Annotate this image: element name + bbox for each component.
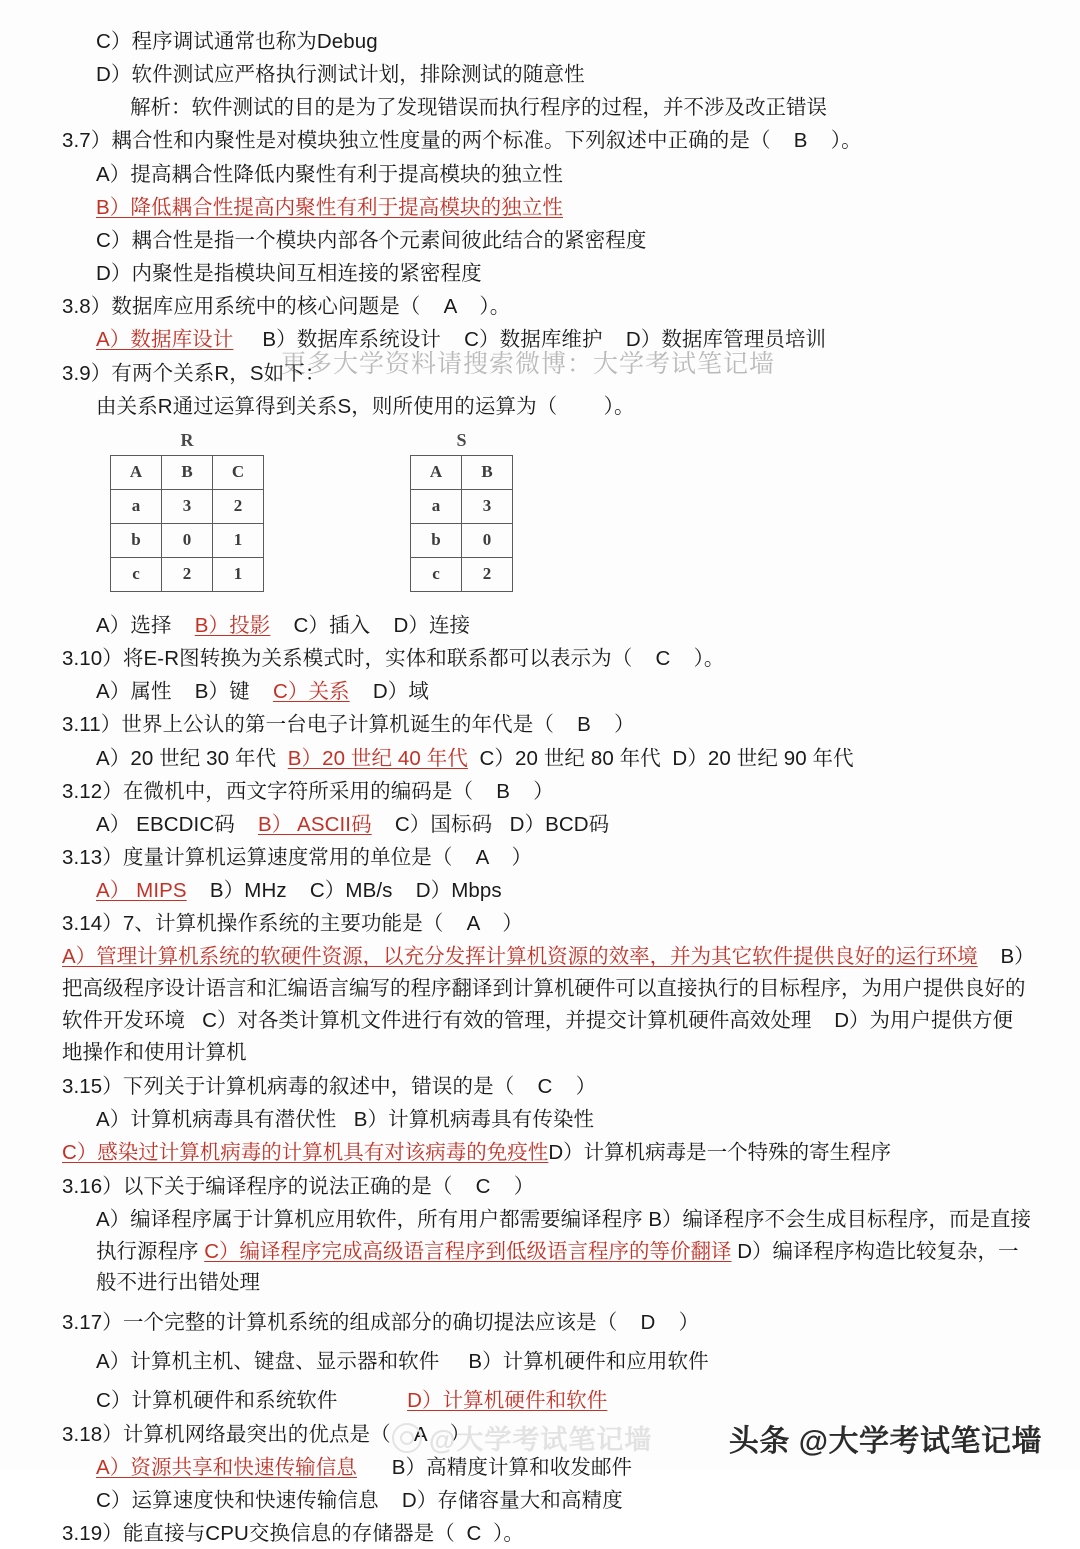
table-cell: c [111,557,162,591]
weibo-icon [392,1423,422,1453]
spacer [393,879,416,902]
spacer [492,813,509,836]
question-3-8-option-b: B）数据库系统设计 [262,328,441,352]
table-row [411,523,513,557]
question-3-13-option-d: D）Mbps [415,879,502,903]
table-cell: 2 [462,557,513,591]
table-cell: 3 [462,489,513,523]
spacer [233,328,262,351]
table-cell: a [411,489,462,523]
spacer [603,328,626,351]
watermark-weibo-label: @大学考试笔记墙 [429,1425,653,1455]
question-3-8-option-c: C）数据库维护 [464,328,603,352]
question-3-10-option-d: D）域 [372,680,429,704]
table-cell: B [162,455,213,489]
spacer [468,747,480,770]
question-3-14-stem: 3.14）7、计算机操作系统的主要功能是（ A ） [62,912,524,936]
question-3-10-stem: 3.10）将E‐R图转换为关系模式时，实体和联系都可以表示为（ C ）。 [62,647,725,671]
spacer [978,945,1001,968]
question-3-18-option-c: C）运算速度快和快速传输信息 [96,1488,379,1512]
question-3-15-option-a: A）计算机病毒具有潜伏性 [96,1107,337,1131]
question-3-16-option-b: B）编译程序不会生成目标程序，而是直接执行源程序 [96,1207,1032,1263]
table-cell: B [462,455,513,489]
question-3-11-stem: 3.11）世界上公认的第一台电子计算机诞生的年代是（ B ） [62,713,635,737]
question-3-12-option-d: D）BCD码 [509,812,610,836]
relation-table-r-caption: R [180,429,194,450]
question-3-12-stem: 3.12）在微机中，西文字符所采用的编码是（ B ） [62,779,554,803]
spacer [172,680,195,703]
watermark-center: 更多大学资料请搜索微博：大学考试笔记墙 [281,350,776,378]
question-3-15-option-b: B）计算机病毒具有传染性 [353,1107,595,1131]
relation-table-s [410,455,513,592]
question-3-8-option-a: A）数据库设计 [96,328,234,352]
table-cell: b [411,523,462,557]
relation-table-s-wrap [410,430,513,592]
table-cell: 0 [162,523,213,557]
relation-table-r-wrap [110,430,264,592]
question-3-13-stem: 3.13）度量计算机运算速度常用的单位是（ A ） [62,845,533,869]
relation-table-r [110,455,264,592]
spacer [441,328,464,351]
question-3-18-option-d: D）存储容量大和高精度 [401,1488,623,1512]
question-3-10-option-b: B）键 [194,680,250,704]
table-cell: A [111,455,162,489]
question-3-7-stem: 3.7）耦合性和内聚性是对模块独立性度量的两个标准。下列叙述中正确的是（ B ）。 [62,129,862,153]
question-3-16-option-c: C）编译程序完成高级语言程序到低级语言程序的等价翻译 [204,1239,732,1263]
question-3-16-option-a: A）编译程序属于计算机应用软件，所有用户都需要编译程序 [96,1207,643,1231]
question-3-7-option-b: B）降低耦合性提高内聚性有利于提高模块的独立性 [96,195,563,219]
table-cell: a [111,489,162,523]
question-3-17-stem: 3.17）一个完整的计算机系统的组成部分的确切提法应该是（ D ） [62,1311,700,1335]
question-3-16-stem: 3.16）以下关于编译程序的说法正确的是（ C ） [62,1174,535,1198]
question-3-8-option-d: D）数据库管理员培训 [625,328,827,352]
table-cell: 0 [462,523,513,557]
question-3-14-option-c: C）对各类计算机文件进行有效的管理，并提交计算机硬件高效处理 [202,1008,812,1032]
question-3-13-option-b: B）MHz [209,879,287,903]
question-3-17-option-c: C）计算机硬件和系统软件 [96,1389,338,1413]
table-cell: C [213,455,264,489]
question-3-15-option-c: C）感染过计算机病毒的计算机具有对该病毒的免疫性 [62,1140,549,1164]
table-cell: 1 [213,523,264,557]
question-3-9-option-d: D）连接 [393,613,471,637]
question-3-9-option-b: B）投影 [194,613,271,637]
spacer [336,1108,353,1131]
question-3-7-option-d: D）内聚性是指模块间互相连接的紧密程度 [96,262,482,286]
spacer [811,1009,834,1032]
spacer [350,680,373,703]
relation-table-s-caption: S [456,429,467,450]
question-3-12-option-b: B） ASCII码 [258,812,372,836]
table-cell: b [111,523,162,557]
spacer [270,614,293,637]
question-3-14-option-d: D）为用户提供方便地操作和使用计算机 [62,1008,1014,1064]
question-3-9-option-c: C）插入 [293,613,371,637]
question-3-13-option-a: A） MIPS [96,879,187,903]
question-3-7-option-a: A）提高耦合性降低内聚性有利于提高模块的独立性 [96,162,563,186]
question-3-8-stem: 3.8）数据库应用系统中的核心问题是（ A ）。 [62,295,511,319]
question-3-14-option-a: A）管理计算机系统的软硬件资源，以充分发挥计算机资源的效率，并为其它软件提供良好的运行环境 [62,945,978,969]
spacer [338,1389,408,1412]
spacer [250,680,273,703]
question-3-10-option-c: C）关系 [272,680,350,704]
table-row [111,455,264,489]
table-row [411,489,513,523]
question-3-19-stem: 3.19）能直接与CPU交换信息的存储器是（ C ）。 [62,1521,524,1545]
relation-tables [62,430,1032,606]
question-3-15-option-d: D）计算机病毒是一个特殊的寄生程序 [548,1140,892,1164]
question-3-18-option-a: A）资源共享和快速传输信息 [96,1455,357,1479]
spacer [370,614,393,637]
question-3-15-stem: 3.15）下列关于计算机病毒的叙述中，错误的是（ C ） [62,1074,597,1098]
question-3-12-option-a: A） EBCDIC码 [96,812,235,836]
table-row [111,557,264,591]
spacer [276,747,288,770]
table-row [111,489,264,523]
question-3-11-option-a: A）20 世纪 30 年代 [96,746,277,770]
table-row [111,523,264,557]
question-3-7-option-c: C）耦合性是指一个模块内部各个元素间彼此结合的紧密程度 [96,228,647,252]
question-3-17-option-a: A）计算机主机、键盘、显示器和软件 [96,1350,440,1374]
question-3-9-stem-2: 由关系R通过运算得到关系S，则所使用的运算为（ ）。 [96,394,635,418]
question-3-16-option-d: D）编译程序构造比较复杂，一般不进行出错处理 [96,1239,1019,1295]
question-3-11-option-b: B）20 世纪 40 年代 [287,746,468,770]
question-3-17-option-d: D）计算机硬件和软件 [407,1389,608,1413]
watermark-toutiao: 头条 @大学考试笔记墙 [728,1425,1042,1458]
spacer [235,813,258,836]
question-3-18-option-b: B）高精度计算和收发邮件 [391,1455,633,1479]
question-3-17-option-b: B）计算机硬件和应用软件 [468,1350,709,1374]
question-3-11-option-d: D）20 世纪 90 年代 [672,746,854,770]
question-3-11-option-c: C）20 世纪 80 年代 [479,746,661,770]
question-3-14-option-b: B）把高级程序设计语言和汇编语言编写的程序翻译到计算机硬件可以直接执行的目标程序，为用户提供良好的软件开发环境 [62,945,1026,1032]
spacer [287,879,310,902]
spacer [185,1009,202,1032]
table-row [411,557,513,591]
spacer [357,1456,392,1479]
option-line-d-top: D）软件测试应严格执行测试计划，排除测试的随意性 [96,63,585,87]
table-row [411,455,513,489]
spacer [372,813,395,836]
table-cell: 3 [162,489,213,523]
table-cell: 2 [213,489,264,523]
spacer [661,747,673,770]
question-3-12-option-c: C）国标码 [394,812,493,836]
table-cell: 1 [213,557,264,591]
question-3-18-stem: 3.18）计算机网络最突出的优点是（ A ） [62,1422,471,1446]
spacer [379,1489,402,1512]
spacer [187,879,210,902]
analysis-line: 解析：软件测试的目的是为了发现错误而执行程序的过程，并不涉及改正错误 [130,96,827,120]
question-3-9-stem: 3.9）有两个关系R，S如下： [62,361,326,385]
table-cell: A [411,455,462,489]
spacer [172,614,195,637]
question-3-10-option-a: A）属性 [96,680,172,704]
watermark-weibo [392,1418,652,1457]
question-3-9-option-a: A）选择 [96,613,172,637]
option-line-c-top: C）程序调试通常也称为Debug [96,30,378,53]
question-3-13-option-c: C）MB/s [309,879,393,903]
table-cell: 2 [162,557,213,591]
spacer [439,1350,468,1373]
table-cell: c [411,557,462,591]
